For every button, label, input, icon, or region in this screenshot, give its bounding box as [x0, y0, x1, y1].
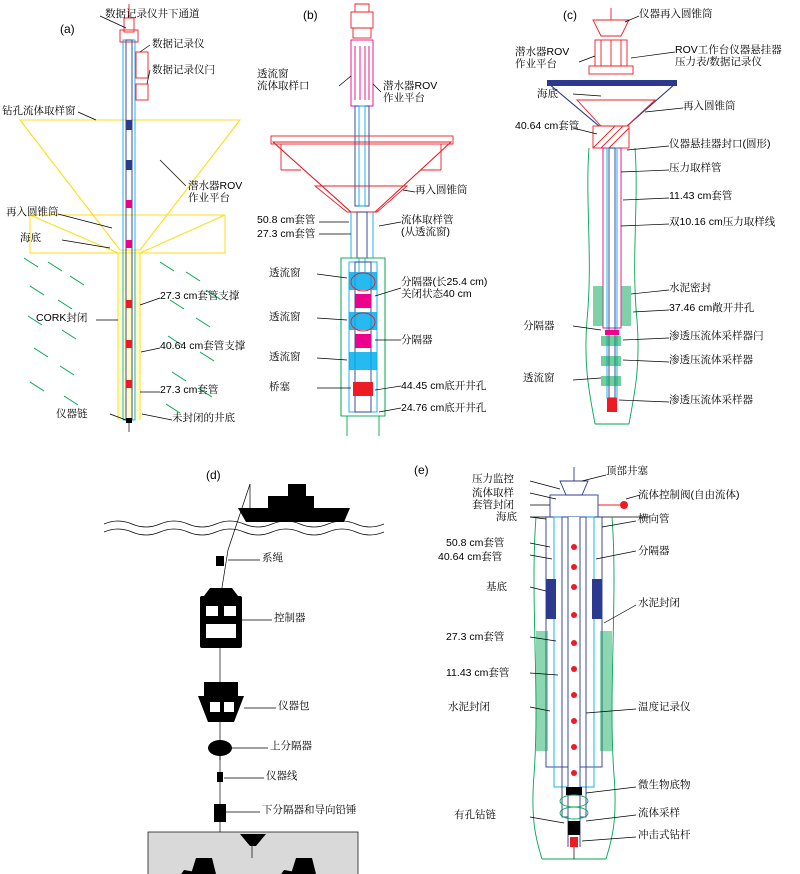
label-c-13: 分隔器	[523, 320, 555, 332]
label-b-6: 流体取样管 (从透流窗)	[401, 214, 454, 239]
label-e-9: 40.64 cm套管	[438, 551, 503, 563]
label-a-12: 仪器链	[56, 408, 88, 420]
label-b-12: 分隔器	[401, 334, 433, 346]
label-a-10: 40.64 cm套管支撑	[160, 340, 246, 352]
label-b-2: 潜水器ROV 作业平台	[383, 80, 438, 105]
label-e-16: 温度记录仪	[638, 701, 691, 713]
label-a-13: 未封闭的井底	[172, 412, 235, 424]
label-e-13: 27.3 cm套管	[446, 631, 505, 643]
label-a-7: 海底	[20, 232, 41, 244]
label-d-1: 系绳	[262, 552, 283, 564]
label-c-8: 压力取样管	[669, 162, 722, 174]
label-e-14: 11.43 cm套管	[446, 667, 510, 679]
label-c-2: 潜水器ROV 作业平台	[515, 46, 570, 71]
label-a-3: 数据记录仪闩	[152, 64, 215, 76]
label-e-5: 流体控制阀(自由流体)	[638, 489, 740, 501]
label-a-11: 27.3 cm套管	[160, 384, 219, 396]
label-b-4: 50.8 cm套管	[257, 214, 316, 226]
label-b-8: 透流窗	[269, 311, 301, 323]
label-c-10: 双10.16 cm压力取样线	[669, 216, 776, 228]
label-e-20: 冲击式钻杆	[638, 829, 691, 841]
label-e-8: 50.8 cm套管	[446, 537, 505, 549]
label-d-2: 控制器	[274, 612, 306, 624]
panel-e-letter: (e)	[414, 463, 429, 477]
label-c-14: 渗透压流体采样器闩	[669, 330, 764, 342]
panel-d	[100, 460, 400, 870]
label-c-1: 仪器再入圆锥筒	[639, 8, 713, 20]
label-e-17: 微生物底物	[638, 779, 691, 791]
label-c-4: 海底	[537, 88, 558, 100]
label-b-10: 桥塞	[269, 381, 290, 393]
label-d-4: 上分隔器	[270, 740, 312, 752]
label-e-6: 海底	[496, 511, 517, 523]
label-e-2: 压力监控	[472, 473, 514, 485]
label-c-5: 再入圆锥筒	[683, 100, 736, 112]
label-e-7: 横向管	[638, 513, 670, 525]
label-b-3: 再入圆锥筒	[415, 184, 468, 196]
label-a-4: 钻孔流体取样窗	[2, 105, 76, 117]
label-a-8: 27.3 cm套管支撑	[160, 290, 240, 302]
label-c-3: ROV工作台仪器悬挂器 压力表/数据记录仪	[675, 44, 782, 69]
label-e-15: 水泥封闭	[448, 701, 490, 713]
label-c-15: 渗透压流体采样器	[669, 354, 753, 366]
label-b-13: 44.45 cm底开井孔	[401, 380, 487, 392]
label-e-4: 套管封闭	[472, 499, 514, 511]
label-c-11: 水泥密封	[669, 282, 711, 294]
label-e-11: 基底	[486, 581, 507, 593]
panel-b	[255, 0, 520, 450]
label-a-1: 数据记录仪井下通道	[105, 8, 200, 20]
label-e-18: 有孔钻链	[454, 809, 496, 821]
label-a-2: 数据记录仪	[152, 38, 205, 50]
label-b-5: 27.3 cm套管	[257, 228, 316, 240]
label-a-6: 再入圆锥筒	[6, 206, 59, 218]
label-b-14: 24.76 cm底开井孔	[401, 402, 487, 414]
label-e-10: 分隔器	[638, 545, 670, 557]
label-b-1: 透流窗 流体取样口	[257, 68, 310, 93]
panel-b-letter: (b)	[303, 8, 318, 22]
label-e-3: 流体取样	[472, 487, 514, 499]
label-c-16: 透流窗	[523, 372, 555, 384]
label-c-7: 仪器悬挂器封口(圆形)	[669, 138, 771, 150]
panel-a-graphic	[0, 0, 260, 450]
label-e-19: 流体采样	[638, 807, 680, 819]
label-c-17: 渗透压流体采样器	[669, 394, 753, 406]
label-a-9: CORK封闭	[36, 312, 88, 324]
label-c-12: 37.46 cm敞开井孔	[669, 302, 755, 314]
label-a-5: 潜水器ROV 作业平台	[188, 180, 243, 205]
label-b-9: 透流窗	[269, 351, 301, 363]
panel-c-letter: (c)	[563, 8, 577, 22]
label-d-6: 下分隔器和导向铅锤	[262, 804, 357, 816]
panel-e	[410, 455, 800, 874]
label-d-3: 仪器包	[278, 700, 310, 712]
label-c-9: 11.43 cm套管	[669, 190, 733, 202]
label-b-11: 分隔器(长25.4 cm) 关闭状态40 cm	[401, 276, 488, 301]
panel-c	[515, 0, 800, 450]
label-c-6: 40.64 cm套管	[515, 120, 580, 132]
label-e-1: 顶部井塞	[606, 465, 648, 477]
label-b-7: 透流窗	[269, 267, 301, 279]
label-e-12: 水泥封闭	[638, 597, 680, 609]
label-d-5: 仪器线	[266, 770, 298, 782]
panel-d-letter: (d)	[206, 468, 221, 482]
panel-a	[0, 0, 260, 450]
panel-a-letter: (a)	[60, 22, 75, 36]
